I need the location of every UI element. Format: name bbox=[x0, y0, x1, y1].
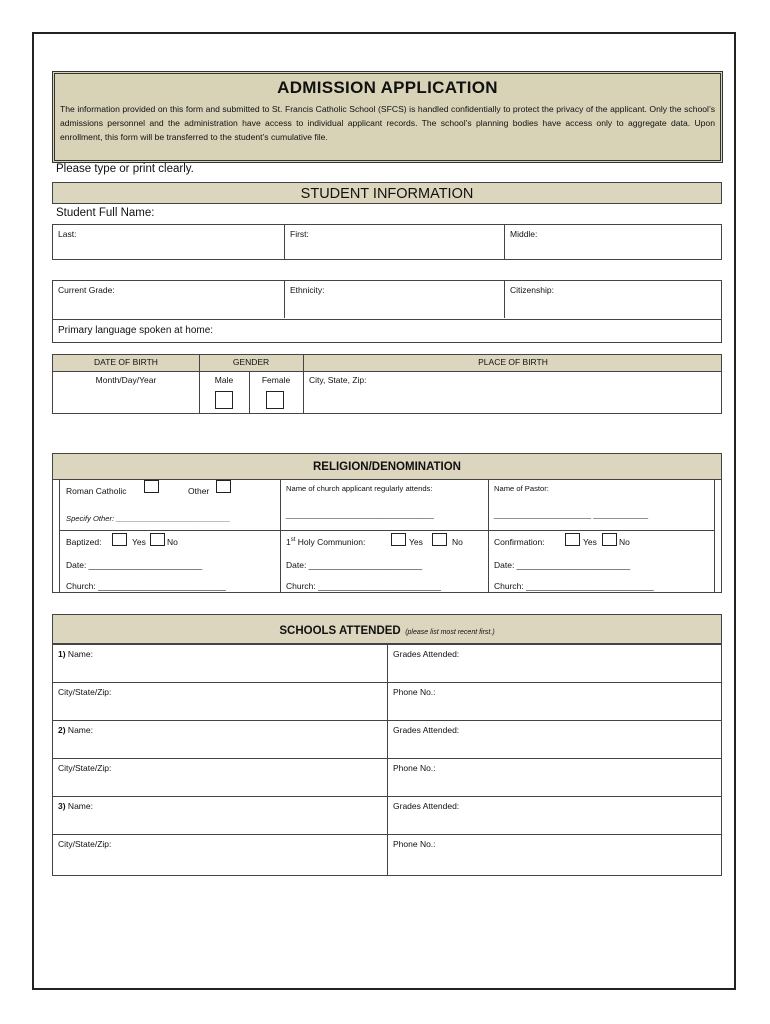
other-checkbox[interactable] bbox=[216, 480, 231, 493]
baptized-no-label: No bbox=[167, 537, 178, 547]
religion-section bbox=[52, 453, 722, 593]
dob-format: Month/Day/Year bbox=[95, 375, 157, 385]
church-attends-label: Name of church applicant regularly attends: bbox=[286, 484, 433, 493]
birth-gender-table bbox=[52, 354, 722, 414]
other-label: Other bbox=[188, 486, 210, 496]
female-label: Female bbox=[261, 375, 291, 385]
last-name-field[interactable]: Last: bbox=[58, 229, 77, 239]
confirmation-no-label: No bbox=[619, 537, 630, 547]
schools-heading: SCHOOLS ATTENDED (please list most recent first.) bbox=[52, 614, 722, 644]
first-name-field[interactable]: First: bbox=[290, 229, 309, 239]
pastor-label: Name of Pastor: bbox=[494, 484, 549, 493]
communion-no-label: No bbox=[452, 537, 463, 547]
male-checkbox[interactable] bbox=[215, 391, 233, 409]
baptized-church-field[interactable]: Church: ___________________________ bbox=[66, 581, 226, 591]
school-1-name-field[interactable]: 1) Name: bbox=[58, 649, 93, 659]
baptized-no-checkbox[interactable] bbox=[150, 533, 165, 546]
communion-church-field[interactable]: Church: __________________________ bbox=[286, 581, 442, 591]
roman-catholic-checkbox[interactable] bbox=[144, 480, 159, 493]
confirmation-label: Confirmation: bbox=[494, 537, 545, 547]
confirmation-yes-checkbox[interactable] bbox=[565, 533, 580, 546]
communion-yes-label: Yes bbox=[409, 537, 423, 547]
school-1-city-field[interactable]: City/State/Zip: bbox=[58, 687, 112, 697]
full-name-label: Student Full Name: bbox=[56, 207, 155, 219]
current-grade-field[interactable]: Current Grade: bbox=[58, 285, 115, 295]
primary-language-field[interactable]: Primary language spoken at home: bbox=[58, 325, 214, 336]
school-2-phone-field[interactable]: Phone No.: bbox=[393, 763, 436, 773]
roman-catholic-label: Roman Catholic bbox=[66, 486, 127, 496]
male-label: Male bbox=[214, 375, 234, 385]
name-row bbox=[52, 224, 722, 260]
baptized-yes-checkbox[interactable] bbox=[112, 533, 127, 546]
ethnicity-field[interactable]: Ethnicity: bbox=[290, 285, 325, 295]
school-1-phone-field[interactable]: Phone No.: bbox=[393, 687, 436, 697]
baptized-yes-label: Yes bbox=[132, 537, 146, 547]
dob-header: DATE OF BIRTH bbox=[94, 357, 158, 367]
form-page bbox=[32, 32, 736, 990]
school-3-phone-field[interactable]: Phone No.: bbox=[393, 839, 436, 849]
school-2-grades-field[interactable]: Grades Attended: bbox=[393, 725, 460, 735]
grade-row bbox=[52, 280, 722, 343]
form-title: ADMISSION APPLICATION bbox=[277, 78, 498, 97]
schools-section bbox=[52, 614, 722, 876]
pastor-field[interactable]: _______________________ _____________ bbox=[494, 510, 649, 519]
specify-other-field[interactable]: Specify Other: ___________________________ bbox=[66, 514, 231, 523]
student-info-heading: STUDENT INFORMATION bbox=[52, 182, 722, 204]
baptized-date-field[interactable]: Date: ________________________ bbox=[66, 560, 203, 570]
pob-header: PLACE OF BIRTH bbox=[478, 357, 548, 367]
baptized-label: Baptized: bbox=[66, 537, 102, 547]
privacy-notice: The information provided on this form and submitted to St. Francis Catholic School (SFCS) is handled confidentially to protect the privacy of the applicant. Only the school’s admissions personnel and the administration have access to individual applicant records. The school’s planning bodies have access only to aggregate data. Upon enrollment, this form will be transferred to the student’s cumulative file. bbox=[60, 104, 715, 143]
middle-name-field[interactable]: Middle: bbox=[510, 229, 538, 239]
school-3-city-field[interactable]: City/State/Zip: bbox=[58, 839, 112, 849]
communion-date-field[interactable]: Date: ________________________ bbox=[286, 560, 423, 570]
gender-header: GENDER bbox=[232, 357, 270, 367]
confirmation-church-field[interactable]: Church: ___________________________ bbox=[494, 581, 654, 591]
religion-heading: RELIGION/DENOMINATION bbox=[52, 453, 722, 480]
school-3-grades-field[interactable]: Grades Attended: bbox=[393, 801, 460, 811]
school-1-grades-field[interactable]: Grades Attended: bbox=[393, 649, 460, 659]
instruction-text: Please type or print clearly. bbox=[56, 163, 194, 175]
school-3-name-field[interactable]: 3) Name: bbox=[58, 801, 93, 811]
citizenship-field[interactable]: Citizenship: bbox=[510, 285, 554, 295]
church-attends-field[interactable]: ___________________________________ bbox=[286, 510, 434, 519]
female-checkbox[interactable] bbox=[266, 391, 284, 409]
communion-label: 1st Holy Communion: bbox=[286, 537, 366, 547]
confirmation-yes-label: Yes bbox=[583, 537, 597, 547]
communion-yes-checkbox[interactable] bbox=[391, 533, 406, 546]
city-state-zip-field[interactable]: City, State, Zip: bbox=[309, 375, 367, 385]
confirmation-date-field[interactable]: Date: ________________________ bbox=[494, 560, 631, 570]
school-2-city-field[interactable]: City/State/Zip: bbox=[58, 763, 112, 773]
communion-no-checkbox[interactable] bbox=[432, 533, 447, 546]
confirmation-no-checkbox[interactable] bbox=[602, 533, 617, 546]
header-box bbox=[52, 71, 723, 163]
school-2-name-field[interactable]: 2) Name: bbox=[58, 725, 93, 735]
